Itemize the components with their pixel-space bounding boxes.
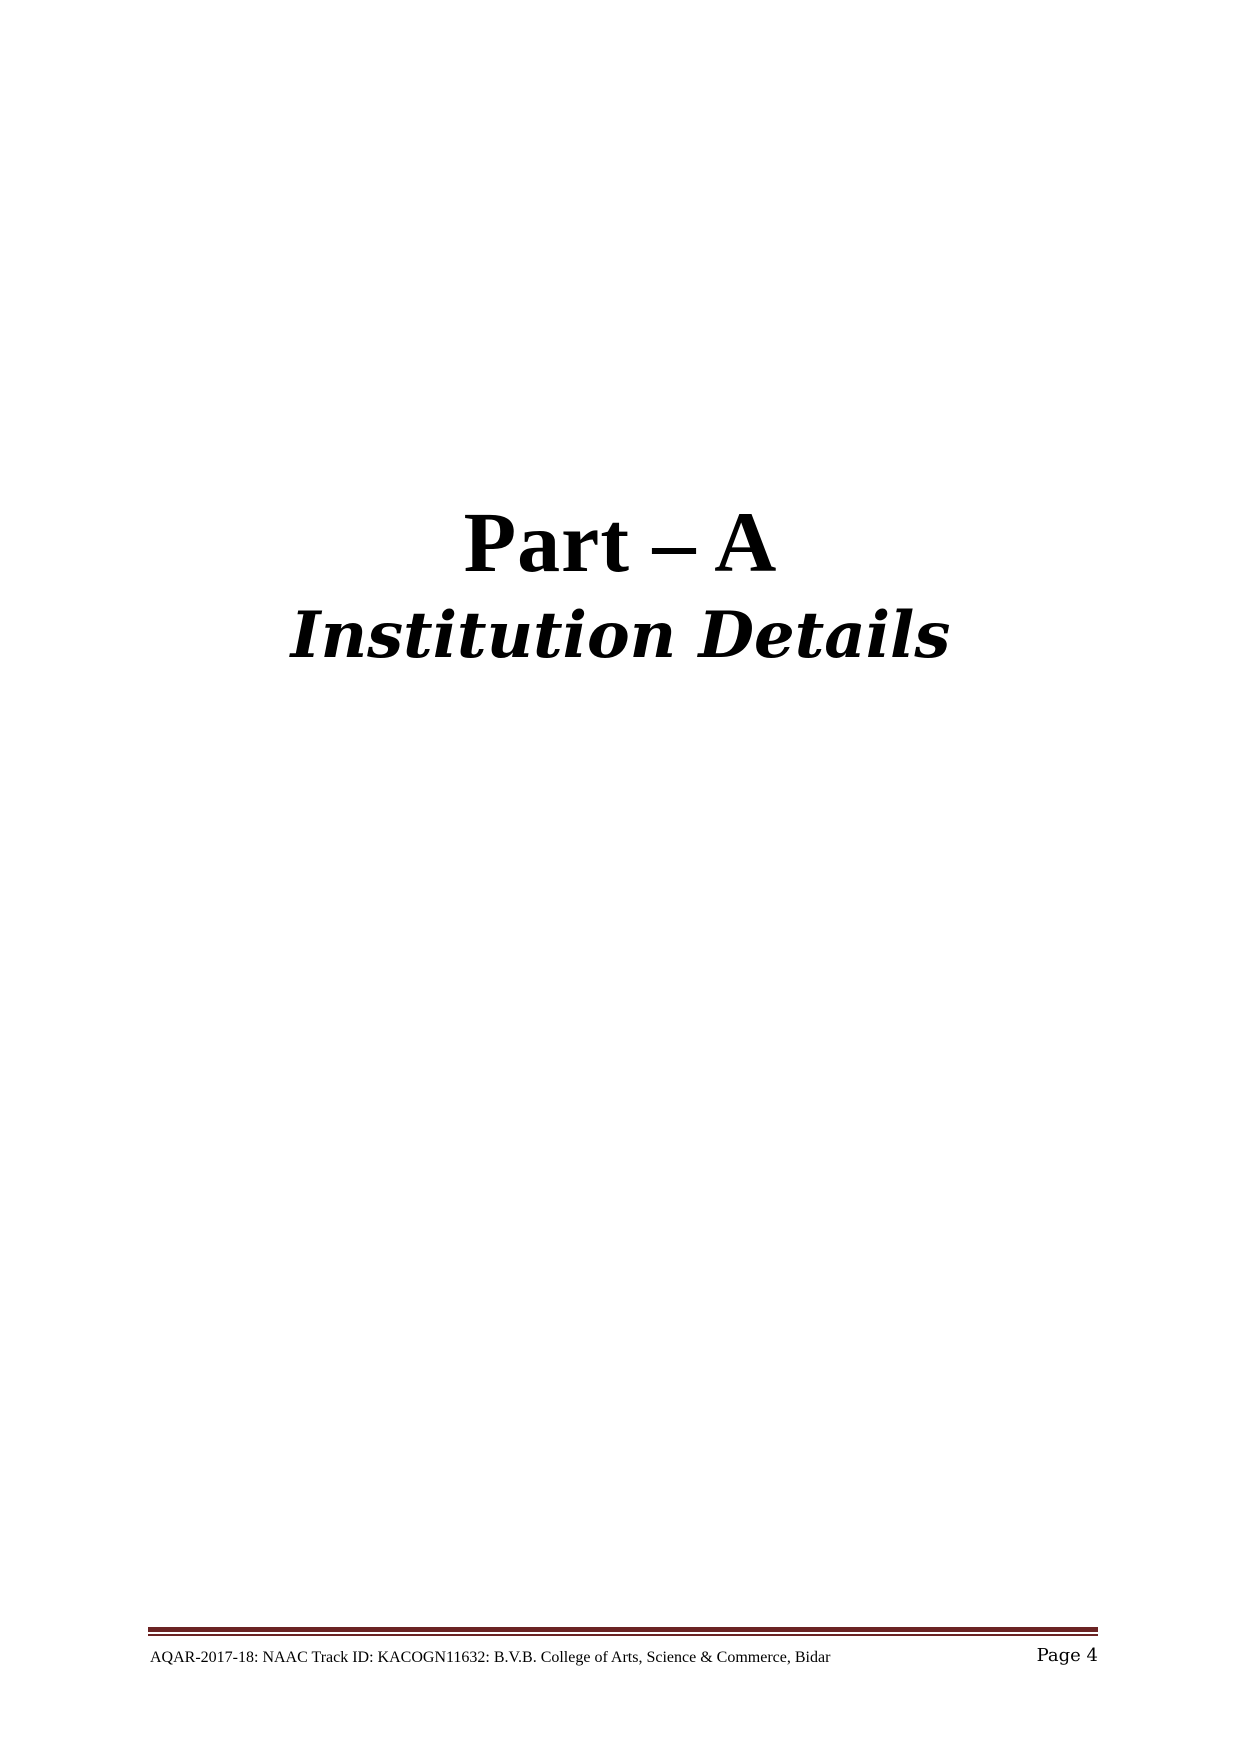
footer-divider-thick (148, 1627, 1098, 1632)
part-title: Part – A (463, 494, 778, 590)
footer-text: AQAR-2017-18: NAAC Track ID: KACOGN11632: B.V.B. College of Arts, Science & Commerce, Bidar (150, 1649, 831, 1666)
section-subtitle: Institution Details (290, 598, 951, 673)
page-number: Page 4 (1036, 1645, 1098, 1666)
footer-divider-thin (148, 1634, 1098, 1636)
